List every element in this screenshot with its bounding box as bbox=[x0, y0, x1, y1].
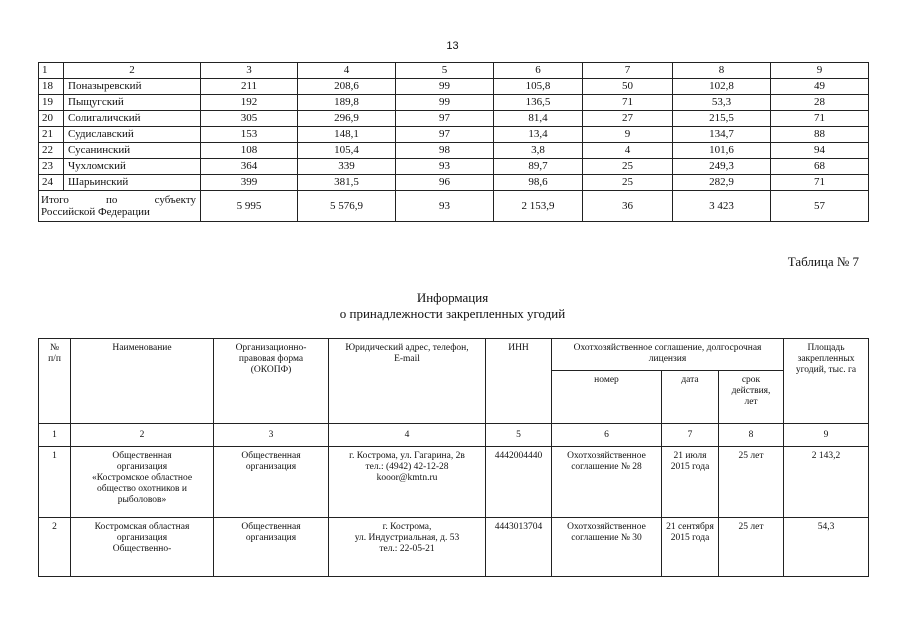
district-name: Поназыревский bbox=[64, 79, 201, 95]
table-row bbox=[39, 159, 869, 175]
data-cell: 28 bbox=[771, 95, 869, 111]
district-name: Сусанинский bbox=[64, 143, 201, 159]
total-cell: 57 bbox=[771, 191, 869, 222]
data-cell: 96 bbox=[396, 175, 494, 191]
data-cell: 211 bbox=[201, 79, 298, 95]
header-cell: 3 bbox=[201, 63, 298, 79]
district-name: Солигаличский bbox=[64, 111, 201, 127]
table-body bbox=[39, 79, 869, 191]
data-cell: 249,3 bbox=[673, 159, 771, 175]
data-cell: 98 bbox=[396, 143, 494, 159]
index-cell: 3 bbox=[214, 424, 329, 447]
header-text: Юридический адрес, телефон, bbox=[345, 343, 469, 353]
data-cell: 71 bbox=[583, 95, 673, 111]
row-number: 20 bbox=[39, 111, 64, 127]
data-cell: 27 bbox=[583, 111, 673, 127]
header-text: угодий, тыс. га bbox=[795, 365, 857, 375]
data-cell: 97 bbox=[396, 111, 494, 127]
district-name: Судиславский bbox=[64, 127, 201, 143]
org-form bbox=[214, 447, 329, 518]
header-number: номер bbox=[552, 371, 662, 424]
agreement-term: 25 лет bbox=[719, 518, 784, 577]
total-row bbox=[39, 191, 869, 222]
org-name-line: Костромская областная bbox=[94, 522, 190, 532]
org-address-line: ул. Индустриальная, д. 53 bbox=[354, 533, 460, 543]
table-row bbox=[39, 175, 869, 191]
table-row bbox=[39, 127, 869, 143]
table-caption: Таблица № 7 bbox=[787, 254, 859, 269]
org-address-line: г. Кострома, ул. Гагарина, 2в bbox=[349, 451, 465, 461]
table-row bbox=[39, 518, 869, 577]
data-cell: 81,4 bbox=[494, 111, 583, 127]
org-address-line: kooor@kmtn.ru bbox=[376, 473, 438, 483]
header-text: Площадь bbox=[807, 343, 845, 353]
agreement-date-line: 2015 года bbox=[670, 533, 710, 543]
header-cell: 4 bbox=[298, 63, 396, 79]
total-cell: 3 423 bbox=[673, 191, 771, 222]
table-header-row bbox=[39, 63, 869, 79]
index-cell: 7 bbox=[662, 424, 719, 447]
org-name-line: Общественно- bbox=[112, 544, 172, 554]
total-label-line: Российской Федерации bbox=[41, 206, 150, 218]
row-number: 23 bbox=[39, 159, 64, 175]
header-text: № bbox=[49, 343, 60, 353]
header-cell: 9 bbox=[771, 63, 869, 79]
header-area bbox=[784, 339, 869, 424]
agreement-number-line: Охотхозяйственное bbox=[567, 522, 646, 532]
header-address bbox=[329, 339, 486, 424]
agreement-date bbox=[662, 447, 719, 518]
agreement-date bbox=[662, 518, 719, 577]
header-text: Охотхозяйственное соглашение, долгосрочная bbox=[573, 343, 762, 353]
data-cell: 282,9 bbox=[673, 175, 771, 191]
data-cell: 88 bbox=[771, 127, 869, 143]
data-cell: 208,6 bbox=[298, 79, 396, 95]
data-cell: 215,5 bbox=[673, 111, 771, 127]
index-cell: 5 bbox=[486, 424, 552, 447]
org-name-line: Общественная bbox=[112, 451, 172, 461]
agreement-number bbox=[552, 518, 662, 577]
header-text: закрепленных bbox=[797, 354, 855, 364]
org-name-line: рыболовов» bbox=[117, 495, 167, 505]
data-cell: 71 bbox=[771, 175, 869, 191]
index-cell: 6 bbox=[552, 424, 662, 447]
header-term bbox=[719, 371, 784, 424]
data-cell: 134,7 bbox=[673, 127, 771, 143]
index-cell: 1 bbox=[39, 424, 71, 447]
data-cell: 305 bbox=[201, 111, 298, 127]
data-cell: 71 bbox=[771, 111, 869, 127]
row-number: 24 bbox=[39, 175, 64, 191]
header-cell: 1 bbox=[39, 63, 64, 79]
header-text: (ОКОПФ) bbox=[250, 365, 292, 375]
section-title: Информация bbox=[416, 290, 489, 305]
org-form-line: Общественная bbox=[241, 522, 301, 532]
org-name bbox=[71, 518, 214, 577]
agreement-term: 25 лет bbox=[719, 447, 784, 518]
header-cell: 6 bbox=[494, 63, 583, 79]
data-cell: 89,7 bbox=[494, 159, 583, 175]
header-text: лицензия bbox=[648, 354, 687, 364]
header-org-form bbox=[214, 339, 329, 424]
agreement-number-line: соглашение № 28 bbox=[571, 462, 642, 472]
column-index-row bbox=[39, 424, 869, 447]
data-cell: 25 bbox=[583, 159, 673, 175]
row-number: 21 bbox=[39, 127, 64, 143]
header-text: E-mail bbox=[394, 354, 420, 364]
data-cell: 192 bbox=[201, 95, 298, 111]
data-cell: 108 bbox=[201, 143, 298, 159]
header-text: лет bbox=[744, 397, 758, 408]
data-cell: 381,5 bbox=[298, 175, 396, 191]
land-area: 54,3 bbox=[784, 518, 869, 577]
org-inn: 4442004440 bbox=[486, 447, 552, 518]
data-cell: 97 bbox=[396, 127, 494, 143]
total-cell: 36 bbox=[583, 191, 673, 222]
land-area: 2 143,2 bbox=[784, 447, 869, 518]
district-name: Шарьинский bbox=[64, 175, 201, 191]
data-cell: 9 bbox=[583, 127, 673, 143]
data-cell: 49 bbox=[771, 79, 869, 95]
data-cell: 3,8 bbox=[494, 143, 583, 159]
data-cell: 53,3 bbox=[673, 95, 771, 111]
row-number: 18 bbox=[39, 79, 64, 95]
total-label-word: субъекту bbox=[154, 194, 196, 206]
org-address bbox=[329, 447, 486, 518]
data-cell: 399 bbox=[201, 175, 298, 191]
data-cell: 105,4 bbox=[298, 143, 396, 159]
header-inn: ИНН bbox=[486, 339, 552, 424]
header-date: дата bbox=[662, 371, 719, 424]
index-cell: 4 bbox=[329, 424, 486, 447]
row-number: 2 bbox=[39, 518, 71, 577]
org-form bbox=[214, 518, 329, 577]
data-cell: 13,4 bbox=[494, 127, 583, 143]
header-text: срок bbox=[741, 375, 761, 386]
data-cell: 189,8 bbox=[298, 95, 396, 111]
table-row bbox=[39, 143, 869, 159]
land-ownership-table bbox=[38, 338, 869, 577]
data-cell: 153 bbox=[201, 127, 298, 143]
agreement-date-line: 21 июля bbox=[673, 451, 707, 461]
table-header-row bbox=[39, 339, 869, 371]
agreement-date-line: 21 сентября bbox=[666, 522, 714, 532]
total-label-word: по bbox=[106, 194, 118, 206]
org-name-line: «Костромское областное bbox=[91, 473, 193, 483]
index-cell: 2 bbox=[71, 424, 214, 447]
header-cell: 5 bbox=[396, 63, 494, 79]
table-row bbox=[39, 111, 869, 127]
row-number: 22 bbox=[39, 143, 64, 159]
header-cell: 8 bbox=[673, 63, 771, 79]
header-agreement bbox=[552, 339, 784, 371]
header-text: правовая форма bbox=[238, 354, 304, 364]
total-cell: 5 576,9 bbox=[298, 191, 396, 222]
org-name-line: общество охотников и bbox=[97, 484, 187, 494]
total-cell: 2 153,9 bbox=[494, 191, 583, 222]
org-form-line: организация bbox=[245, 533, 297, 543]
district-name: Чухломский bbox=[64, 159, 201, 175]
data-cell: 98,6 bbox=[494, 175, 583, 191]
data-cell: 148,1 bbox=[298, 127, 396, 143]
table-row bbox=[39, 95, 869, 111]
table-row bbox=[39, 79, 869, 95]
header-name: Наименование bbox=[71, 339, 214, 424]
row-number: 1 bbox=[39, 447, 71, 518]
org-address bbox=[329, 518, 486, 577]
org-form-line: организация bbox=[245, 462, 297, 472]
index-cell: 9 bbox=[784, 424, 869, 447]
row-number: 19 bbox=[39, 95, 64, 111]
district-name: Пыщугский bbox=[64, 95, 201, 111]
page-number: 13 bbox=[446, 40, 459, 52]
org-form-line: Общественная bbox=[241, 451, 301, 461]
header-cell: 2 bbox=[64, 63, 201, 79]
index-cell: 8 bbox=[719, 424, 784, 447]
data-cell: 68 bbox=[771, 159, 869, 175]
data-cell: 102,8 bbox=[673, 79, 771, 95]
org-name-line: организация bbox=[116, 533, 168, 543]
org-name bbox=[71, 447, 214, 518]
data-cell: 94 bbox=[771, 143, 869, 159]
org-name-line: организация bbox=[116, 462, 168, 472]
data-cell: 101,6 bbox=[673, 143, 771, 159]
header-text: п/п bbox=[48, 354, 61, 364]
data-cell: 105,8 bbox=[494, 79, 583, 95]
data-cell: 296,9 bbox=[298, 111, 396, 127]
data-cell: 93 bbox=[396, 159, 494, 175]
data-cell: 339 bbox=[298, 159, 396, 175]
header-text: действия, bbox=[731, 386, 771, 397]
data-cell: 136,5 bbox=[494, 95, 583, 111]
total-cell: 5 995 bbox=[201, 191, 298, 222]
data-cell: 50 bbox=[583, 79, 673, 95]
section-subtitle: о принадлежности закрепленных угодий bbox=[339, 306, 566, 321]
header-num bbox=[39, 339, 71, 424]
total-label-word: Итого bbox=[41, 194, 69, 206]
data-cell: 99 bbox=[396, 79, 494, 95]
table-body bbox=[39, 447, 869, 577]
header-text: Организационно- bbox=[235, 343, 307, 353]
total-label bbox=[39, 191, 201, 222]
org-address-line: тел.: 22-05-21 bbox=[379, 544, 435, 554]
table-row bbox=[39, 447, 869, 518]
agreement-number bbox=[552, 447, 662, 518]
data-cell: 25 bbox=[583, 175, 673, 191]
data-cell: 4 bbox=[583, 143, 673, 159]
org-address-line: г. Кострома, bbox=[382, 522, 432, 532]
header-cell: 7 bbox=[583, 63, 673, 79]
org-inn: 4443013704 bbox=[486, 518, 552, 577]
total-cell: 93 bbox=[396, 191, 494, 222]
agreement-number-line: Охотхозяйственное bbox=[567, 451, 646, 461]
agreement-number-line: соглашение № 30 bbox=[571, 533, 642, 543]
data-cell: 364 bbox=[201, 159, 298, 175]
data-cell: 99 bbox=[396, 95, 494, 111]
statistics-table bbox=[38, 62, 869, 222]
org-address-line: тел.: (4942) 42-12-28 bbox=[365, 462, 449, 472]
agreement-date-line: 2015 года bbox=[670, 462, 710, 472]
